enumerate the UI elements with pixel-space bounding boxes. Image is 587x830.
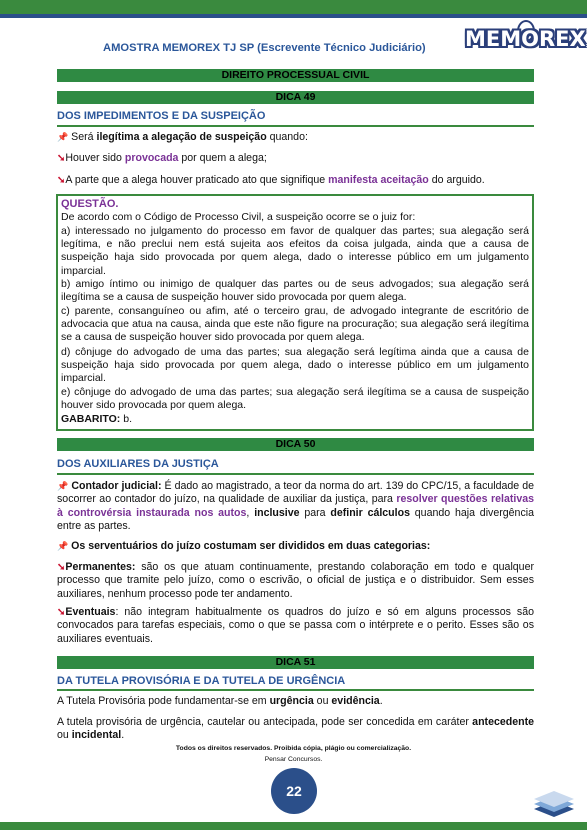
dica-50-title: DOS AUXILIARES DA JUSTIÇA xyxy=(57,458,219,470)
pushpin-icon: 📌 xyxy=(57,481,69,491)
question-answer: GABARITO: b. xyxy=(61,413,132,425)
question-option-e: e) cônjuge do advogado de uma das partes; sua alegação será ilegítima se a causa de suspeição houver sido provocada por quem alega. xyxy=(61,386,529,412)
dica-51-bar: DICA 51 xyxy=(57,656,534,669)
page-number: 22 xyxy=(271,768,317,814)
footer-rights: Todos os direitos reservados. Proibida cópia, plágio ou comercialização. xyxy=(175,745,412,752)
dica-50-paragraph-4: ➘Eventuais: não integram habitualmente os quadros do juízo e só em alguns processos são convocados para tarefas especiais, como o que se passa com o intérprete e o perito. Esses são os auxiliares eventuais. xyxy=(57,606,534,645)
dica-50-paragraph-2: 📌 Os serventuários do juízo costumam ser divididos em duas categorias: xyxy=(57,540,431,552)
logo-text: MEMOREX xyxy=(465,27,586,51)
arrow-icon: ➘ xyxy=(57,153,66,164)
dica-50-paragraph-3: ➘Permanentes: são os que atuam continuamente, prestando colaboração em todo e qualquer processo que tramite pelo juízo, como o escrivão, o oficial de justiça e o distribuidor. Sem esses auxiliares, nenhum processo pode ter andamento. xyxy=(57,561,534,600)
memorex-logo xyxy=(465,24,586,56)
dica-49-item-2: ➘A parte que a alega houver praticado ato que signifique manifesta aceitação do arguido. xyxy=(57,174,485,186)
dica-51-paragraph-1: A Tutela Provisória pode fundamentar-se em urgência ou evidência. xyxy=(57,695,383,707)
top-green-band xyxy=(0,0,587,14)
dica-51-title: DA TUTELA PROVISÓRIA E DA TUTELA DE URGÊNCIA xyxy=(57,675,346,687)
dica-49-title: DOS IMPEDIMENTOS E DA SUSPEIÇÃO xyxy=(57,110,266,122)
top-blue-band xyxy=(0,14,587,18)
subject-bar: DIREITO PROCESSUAL CIVIL xyxy=(57,69,534,82)
section-rule xyxy=(57,689,534,691)
question-stem: De acordo com o Código de Processo Civil, a suspeição ocorre se o juiz for: xyxy=(61,211,416,223)
pushpin-icon: 📌 xyxy=(57,541,69,551)
section-rule xyxy=(57,125,534,127)
section-rule xyxy=(57,473,534,475)
bottom-green-band xyxy=(0,822,587,830)
question-title: QUESTÃO. xyxy=(61,198,119,210)
books-icon xyxy=(532,791,576,817)
dica-51-paragraph-2: A tutela provisória de urgência, cautelar ou antecipada, pode ser concedida em caráter antecedente ou incidental. xyxy=(57,716,534,742)
footer-brand: Pensar Concursos. xyxy=(264,756,323,763)
arrow-icon: ➘ xyxy=(57,607,66,618)
dica-49-bar: DICA 49 xyxy=(57,91,534,104)
arrow-icon: ➘ xyxy=(57,175,66,186)
pushpin-icon: 📌 xyxy=(57,132,69,142)
question-option-d: d) cônjuge do advogado de uma das partes; sua alegação será legítima ainda que a causa de suspeição haja sido provocada por quem alega, dado o interesse público em um julgamento imparcial. xyxy=(61,346,529,385)
question-option-a: a) interessado no julgamento do processo em favor de qualquer das partes; sua alegação será legítima, e não preclui nem está sujeita aos efeitos da coisa julgada, ainda que a causa de suspeição haja sido provocada por quem alega, dado o interesse público em um julgamento imparcial. xyxy=(61,225,529,277)
question-option-c: c) parente, consanguíneo ou afim, até o terceiro grau, de advogado integrante de escritório de advocacia que atua na causa, ainda que este não figure na procuração; sua alegação será ilegítima se a causa de suspeição houver sido provocada por quem alega. xyxy=(61,305,529,344)
dica-50-paragraph-1: 📌 Contador judicial: É dado ao magistrado, a teor da norma do art. 139 do CPC/15, a faculdade de socorrer ao contador do juízo, na qualidade de auxiliar da justiça, para resolver questões relativas à controvérsia instaurada nos autos, inclusive para definir cálculos quando haja divergência entre as partes. xyxy=(57,480,534,533)
arrow-icon: ➘ xyxy=(57,562,66,573)
dica-49-intro: 📌 Será ilegítima a alegação de suspeição quando: xyxy=(57,131,308,143)
dica-50-bar: DICA 50 xyxy=(57,438,534,451)
dica-49-item-1: ➘Houver sido provocada por quem a alega; xyxy=(57,152,267,164)
question-option-b: b) amigo íntimo ou inimigo de qualquer das partes ou de seus advogados; sua alegação será ilegítima se a causa de suspeição houver sido provocada por quem alega. xyxy=(61,278,529,304)
document-header-title: AMOSTRA MEMOREX TJ SP (Escrevente Técnico Judiciário) xyxy=(103,42,426,54)
